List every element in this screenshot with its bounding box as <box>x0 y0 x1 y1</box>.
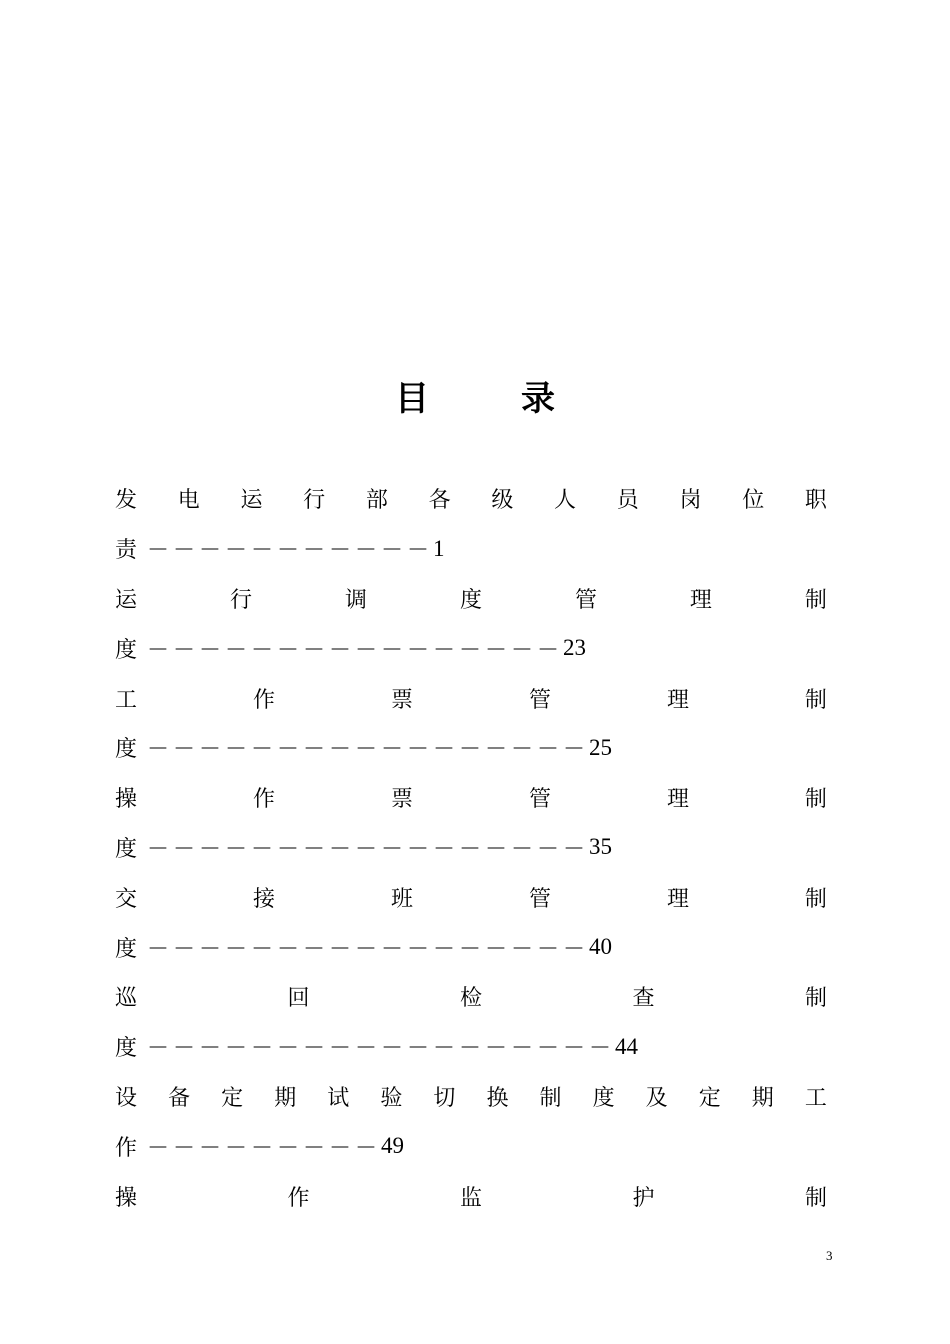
toc-entry-heading[interactable] <box>115 1171 827 1221</box>
toc-entry-char: 运 <box>240 488 263 514</box>
toc-entry-char: 巡 <box>115 986 138 1012</box>
toc-entry-char: 行 <box>303 488 326 514</box>
toc-leader-dashes: －－－－－－－－－－－－－－－－－ <box>147 936 590 962</box>
toc-entry-char: 试 <box>327 1085 350 1111</box>
toc-entry-char: 班 <box>390 886 413 912</box>
toc-entry-heading[interactable] <box>115 1072 827 1122</box>
toc-entry-char: 管 <box>528 687 551 713</box>
toc-entry-heading[interactable] <box>115 773 827 823</box>
toc-entry-tail: 度 <box>115 936 138 962</box>
toc-entry-char: 验 <box>380 1085 403 1111</box>
toc-entry-continuation[interactable] <box>115 823 827 873</box>
toc-entry-char: 定 <box>698 1085 721 1111</box>
toc-title-char: 录 <box>521 379 555 419</box>
toc-entry-char: 查 <box>632 986 655 1012</box>
toc-entry-char: 员 <box>616 488 639 514</box>
toc-entry-heading[interactable] <box>115 673 827 723</box>
toc-entry-char: 作 <box>252 787 275 813</box>
toc-entry-char: 理 <box>666 787 689 813</box>
toc-entry-char: 度 <box>592 1085 615 1111</box>
toc-entry-char: 制 <box>804 687 827 713</box>
toc-entry-char: 各 <box>428 488 451 514</box>
toc-page-number: 1 <box>433 535 445 561</box>
toc-entry-char: 制 <box>804 986 827 1012</box>
toc-entry-char: 位 <box>742 488 765 514</box>
toc-entry-continuation[interactable] <box>115 1121 827 1171</box>
toc-entry-continuation[interactable] <box>115 922 827 972</box>
toc-page-number: 44 <box>615 1033 639 1059</box>
toc-entry-tail: 度 <box>115 637 138 663</box>
table-of-contents <box>115 474 827 1221</box>
toc-entry-continuation[interactable] <box>115 623 827 673</box>
toc-entry-char: 设 <box>115 1085 138 1111</box>
toc-leader-dashes: －－－－－－－－－－－－－－－－－－ <box>147 1036 616 1062</box>
toc-entry-tail: 度 <box>115 737 138 763</box>
page-number: 3 <box>826 1248 833 1263</box>
toc-entry-char: 管 <box>574 587 597 613</box>
toc-leader-dashes: －－－－－－－－－－－－－－－－ <box>147 637 564 663</box>
toc-entry-heading[interactable] <box>115 474 827 524</box>
toc-entry-heading[interactable] <box>115 872 827 922</box>
toc-entry-heading[interactable] <box>115 574 827 624</box>
toc-entry-char: 定 <box>221 1085 244 1111</box>
toc-entry-char: 管 <box>528 886 551 912</box>
toc-entry-char: 部 <box>365 488 388 514</box>
toc-page-number: 23 <box>563 635 587 661</box>
toc-entry-char: 理 <box>666 886 689 912</box>
toc-entry-char: 工 <box>804 1085 827 1111</box>
toc-entry-continuation[interactable] <box>115 524 827 574</box>
toc-title-char: 目 <box>395 379 429 419</box>
toc-entry-char: 运 <box>115 587 138 613</box>
toc-entry-char: 发 <box>115 488 138 514</box>
toc-entry-char: 制 <box>804 787 827 813</box>
toc-title <box>0 372 950 426</box>
toc-entry-char: 备 <box>168 1085 191 1111</box>
toc-entry-char: 理 <box>666 687 689 713</box>
toc-entry-tail: 责 <box>115 538 138 564</box>
toc-entry-char: 制 <box>804 1185 827 1211</box>
toc-page-number: 25 <box>589 734 613 760</box>
toc-entry-char: 作 <box>287 1185 310 1211</box>
toc-entry-char: 票 <box>390 687 413 713</box>
toc-entry-char: 操 <box>115 1185 138 1211</box>
toc-leader-dashes: －－－－－－－－－－－－－－－－－ <box>147 836 590 862</box>
toc-leader-dashes: －－－－－－－－－－－ <box>147 538 434 564</box>
toc-entry-char: 票 <box>390 787 413 813</box>
toc-page-number: 40 <box>589 934 613 960</box>
toc-page-number: 35 <box>589 834 613 860</box>
toc-entry-char: 管 <box>528 787 551 813</box>
toc-entry-char: 接 <box>252 886 275 912</box>
toc-entry-char: 期 <box>751 1085 774 1111</box>
toc-entry-continuation[interactable] <box>115 1022 827 1072</box>
toc-entry-tail: 作 <box>115 1135 138 1161</box>
toc-entry-char: 制 <box>804 587 827 613</box>
toc-leader-dashes: －－－－－－－－－－－－－－－－－ <box>147 737 590 763</box>
toc-entry-char: 理 <box>689 587 712 613</box>
toc-entry-char: 回 <box>287 986 310 1012</box>
toc-entry-heading[interactable] <box>115 972 827 1022</box>
toc-entry-tail: 度 <box>115 836 138 862</box>
toc-entry-char: 制 <box>804 886 827 912</box>
toc-entry-char: 期 <box>274 1085 297 1111</box>
toc-entry-char: 监 <box>459 1185 482 1211</box>
toc-entry-tail: 度 <box>115 1036 138 1062</box>
toc-entry-char: 切 <box>433 1085 456 1111</box>
toc-entry-char: 度 <box>459 587 482 613</box>
toc-page-number: 49 <box>381 1133 405 1159</box>
toc-entry-char: 制 <box>539 1085 562 1111</box>
toc-leader-dashes: －－－－－－－－－ <box>147 1135 382 1161</box>
toc-entry-char: 职 <box>804 488 827 514</box>
toc-entry-char: 护 <box>632 1185 655 1211</box>
toc-entry-char: 检 <box>459 986 482 1012</box>
toc-entry-char: 操 <box>115 787 138 813</box>
toc-entry-char: 作 <box>252 687 275 713</box>
toc-entry-char: 调 <box>344 587 367 613</box>
toc-entry-continuation[interactable] <box>115 723 827 773</box>
toc-entry-char: 换 <box>486 1085 509 1111</box>
toc-entry-char: 工 <box>115 687 138 713</box>
toc-entry-char: 行 <box>229 587 252 613</box>
toc-entry-char: 及 <box>645 1085 668 1111</box>
toc-entry-char: 岗 <box>679 488 702 514</box>
toc-entry-char: 电 <box>177 488 200 514</box>
toc-entry-char: 级 <box>491 488 514 514</box>
toc-entry-char: 交 <box>115 886 138 912</box>
toc-entry-char: 人 <box>554 488 577 514</box>
